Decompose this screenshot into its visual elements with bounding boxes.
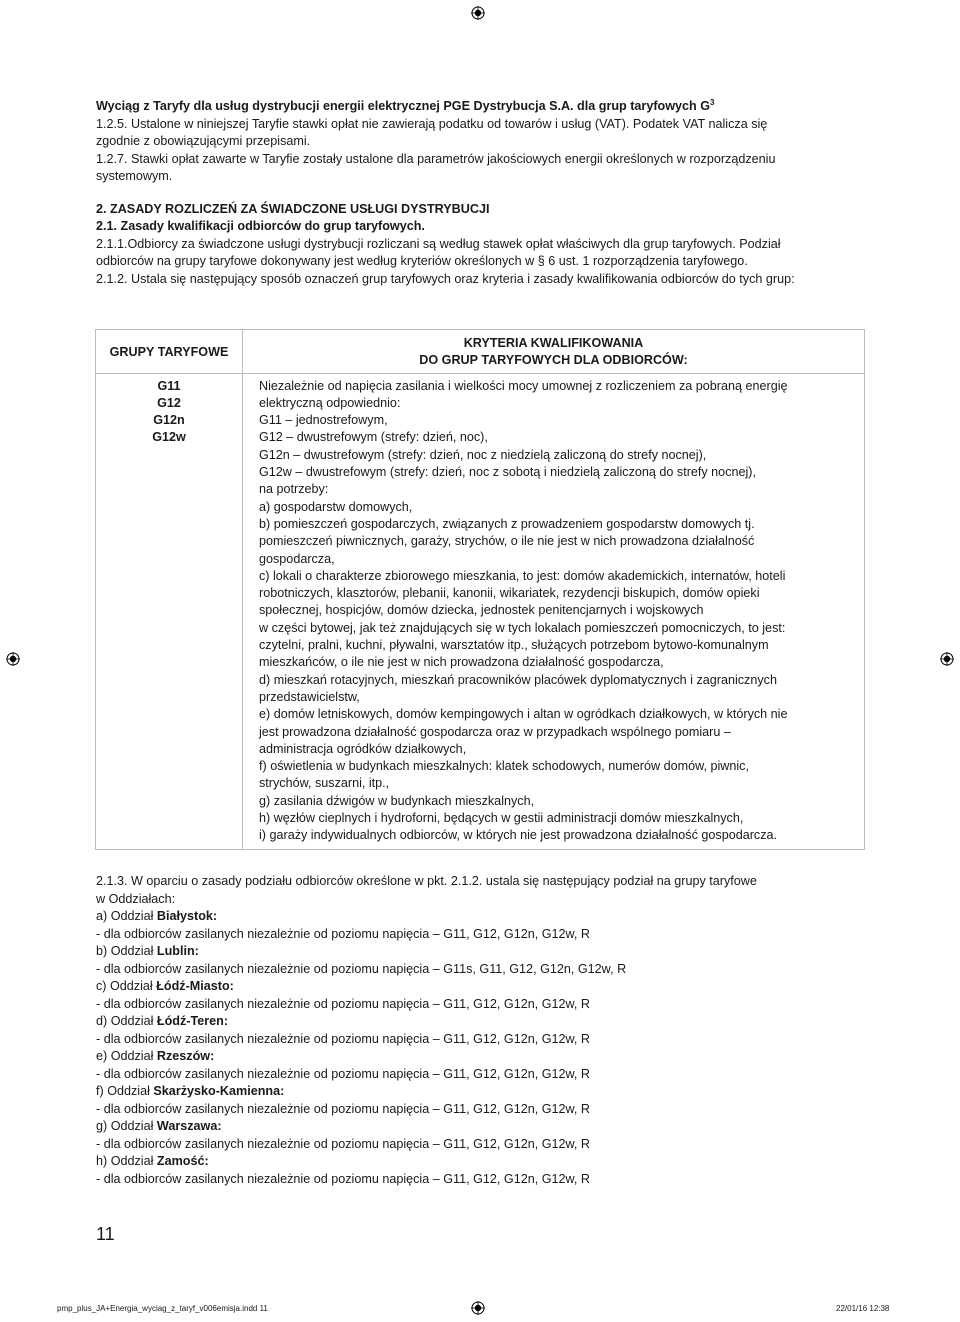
criteria-line: f) oświetlenia w budynkach mieszkalnych: klatek schodowych, numerów domów, piwnic, [259,759,749,774]
paragraph-line: w Oddziałach: [96,891,176,906]
criteria-line: administracja ogródków działkowych, [259,741,467,756]
division-heading: c) Oddział Łódź-Miasto: [96,979,234,993]
footer-datetime: 22/01/16 12:38 [836,1304,890,1313]
registration-mark-icon [940,652,954,666]
paragraph-line: 2.1.1.Odbiorcy za świadczone usługi dystrybucji rozliczani są według stawek opłat właściwych dla grup taryfowych. Podział [96,236,781,251]
page-number: 11 [96,1224,115,1244]
registration-mark-icon [471,1301,485,1315]
division-line: - dla odbiorców zasilanych niezależnie od poziomu napięcia – G11, G12, G12n, G12w, R [96,996,591,1011]
division-heading: b) Oddział Lublin: [96,944,199,958]
paragraph-line: systemowym. [96,169,173,184]
criteria-line: czytelni, pralni, kuchni, pływalni, warsztatów itp., służących potrzebom bytowo-komunalnym [259,638,769,653]
groups-cell [96,373,243,849]
paragraph-line: 2.1.3. W oparciu o zasady podziału odbiorców określone w pkt. 2.1.2. ustala się następujący podział na grupy taryfowe [96,874,757,888]
registration-mark-icon [471,6,485,20]
criteria-line: robotniczych, klasztorów, plebanii, kanonii, wikariatek, rezydencji biskupich, domów opieki [259,586,760,601]
footer-filename: pmp_plus_JA+Energia_wyciag_z_taryf_v006emisja.indd 11 [57,1304,268,1313]
criteria-line: w części bytowej, jak też znajdujących się w tych lokalach pomieszczeń pomocniczych, to jest: [259,620,786,635]
divisions-block [96,873,866,1188]
criteria-line: h) węzłów cieplnych i hydroforni, będących w gestii administracji domów mieszkalnych, [259,811,744,826]
division-name: Warszawa: [156,1119,222,1133]
group-code: G12n [153,413,185,428]
division-heading: g) Oddział Warszawa: [96,1119,222,1133]
header-criteria: KRYTERIA KWALIFIKOWANIA DO GRUP TARYFOWYCH DLA ODBIORCÓW: [243,330,865,374]
division-line: - dla odbiorców zasilanych niezależnie od poziomu napięcia – G11, G12, G12n, G12w, R [96,1171,591,1186]
division-heading: d) Oddział Łódź-Teren: [96,1014,229,1028]
section-heading: 2. ZASADY ROZLICZEŃ ZA ŚWIADCZONE USŁUGI DYSTRYBUCJI [96,201,490,216]
division-line: - dla odbiorców zasilanych niezależnie od poziomu napięcia – G11, G12, G12n, G12w, R [96,926,591,941]
header-groups: GRUPY TARYFOWE [96,330,243,374]
paragraph-line: odbiorców na grupy taryfowe dokonywany jest według kryteriów określonych w § 6 ust. 1 rozporządzenia taryfowego. [96,254,748,269]
criteria-line: społecznej, hospicjów, domów dziecka, jednostek penitencjarnych i wojskowych [259,603,704,618]
criteria-line: pomieszczeń piwnicznych, garaży, strychów, o ile nie jest w nich prowadzona działalność [259,534,755,549]
criteria-line: G12 – dwustrefowym (strefy: dzień, noc), [259,430,488,445]
division-name: Białystok: [156,909,218,923]
division-name: Łódź-Teren: [156,1014,229,1028]
criteria-line: przedstawicielstw, [259,689,360,704]
criteria-line: b) pomieszczeń gospodarczych, związanych z prowadzeniem gospodarstw domowych tj. [259,516,755,531]
tariff-groups-table [95,329,865,850]
table-row [96,373,865,849]
division-heading: a) Oddział Białystok: [96,909,218,923]
criteria-line: elektryczną odpowiednio: [259,395,401,410]
criteria-line: a) gospodarstw domowych, [259,499,413,514]
paragraph-line: 1.2.7. Stawki opłat zawarte w Taryfie zostały ustalone dla parametrów jakościowych energii określonych w rozporządzeniu [96,151,776,166]
division-heading: e) Oddział Rzeszów: [96,1049,215,1063]
division-name: Łódź-Miasto: [156,979,234,993]
division-line: - dla odbiorców zasilanych niezależnie od poziomu napięcia – G11s, G11, G12, G12n, G12w, R [96,961,627,976]
document-title: Wyciąg z Taryfy dla usług dystrybucji energii elektrycznej PGE Dystrybucja S.A. dla grup taryfowych $G^3$ [96,98,715,114]
group-code: G11 [157,378,181,393]
division-line: - dla odbiorców zasilanych niezależnie od poziomu napięcia – G11, G12, G12n, G12w, R [96,1101,591,1116]
paragraph-line: 2.1.2. Ustala się następujący sposób oznaczeń grup taryfowych oraz kryteria i zasady kwalifikowania odbiorców do tych grup: [96,271,795,286]
criteria-line: G11 – jednostrefowym, [259,413,388,428]
criteria-line: e) domów letniskowych, domów kempingowych i altan w ogródkach działkowych, w których nie [259,707,788,722]
division-name: Skarżysko-Kamienna: [153,1084,285,1098]
criteria-line: gospodarcza, [259,551,335,566]
title-superscript: 3 [710,98,715,107]
intro-block [96,94,866,288]
paragraph-line: 1.2.5. Ustalone w niniejszej Taryfie stawki opłat nie zawierają podatku od towarów i usług (VAT). Podatek VAT nalicza się [96,116,768,131]
table-header-row [96,330,865,374]
criteria-cell [243,373,865,849]
division-name: Zamość: [156,1154,209,1168]
division-line: - dla odbiorców zasilanych niezależnie od poziomu napięcia – G11, G12, G12n, G12w, R [96,1066,591,1081]
criteria-line: jest prowadzona działalność gospodarcza oraz w przypadkach wspólnego pomiaru – [259,724,731,739]
criteria-line: i) garaży indywidualnych odbiorców, w których nie jest prowadzona działalność gospodarcza. [259,828,778,843]
paragraph-line: zgodnie z obowiązującymi przepisami. [96,134,311,149]
criteria-line: strychów, suszarni, itp., [259,776,390,791]
criteria-line: mieszkańców, o ile nie jest w nich prowadzona działalność gospodarcza, [259,655,664,670]
division-heading: h) Oddział Zamość: [96,1154,209,1168]
division-name: Lublin: [156,944,199,958]
criteria-line: G12w – dwustrefowym (strefy: dzień, noc z sobotą i niedzielą zaliczoną do strefy nocnej), [259,465,756,480]
division-name: Rzeszów: [156,1049,215,1063]
criteria-line: G12n – dwustrefowym (strefy: dzień, noc z niedzielą zaliczoną do strefy nocnej), [259,447,707,462]
division-heading: f) Oddział Skarżysko-Kamienna: [96,1084,285,1098]
registration-mark-icon [6,652,20,666]
criteria-line: g) zasilania dźwigów w budynkach mieszkalnych, [259,793,535,808]
criteria-line: c) lokali o charakterze zbiorowego mieszkania, to jest: domów akademickich, internatów, hoteli [259,568,786,583]
division-line: - dla odbiorców zasilanych niezależnie od poziomu napięcia – G11, G12, G12n, G12w, R [96,1136,591,1151]
group-code: G12w [152,430,186,445]
criteria-line: d) mieszkań rotacyjnych, mieszkań pracowników placówek dyplomatycznych i zagranicznych [259,672,777,687]
section-subheading: 2.1. Zasady kwalifikacji odbiorców do grup taryfowych. [96,219,425,234]
criteria-line: Niezależnie od napięcia zasilania i wielkości mocy umownej z rozliczeniem za pobraną energię [259,378,788,393]
criteria-line: na potrzeby: [259,482,329,497]
division-line: - dla odbiorców zasilanych niezależnie od poziomu napięcia – G11, G12, G12n, G12w, R [96,1031,591,1046]
group-code: G12 [157,395,181,410]
